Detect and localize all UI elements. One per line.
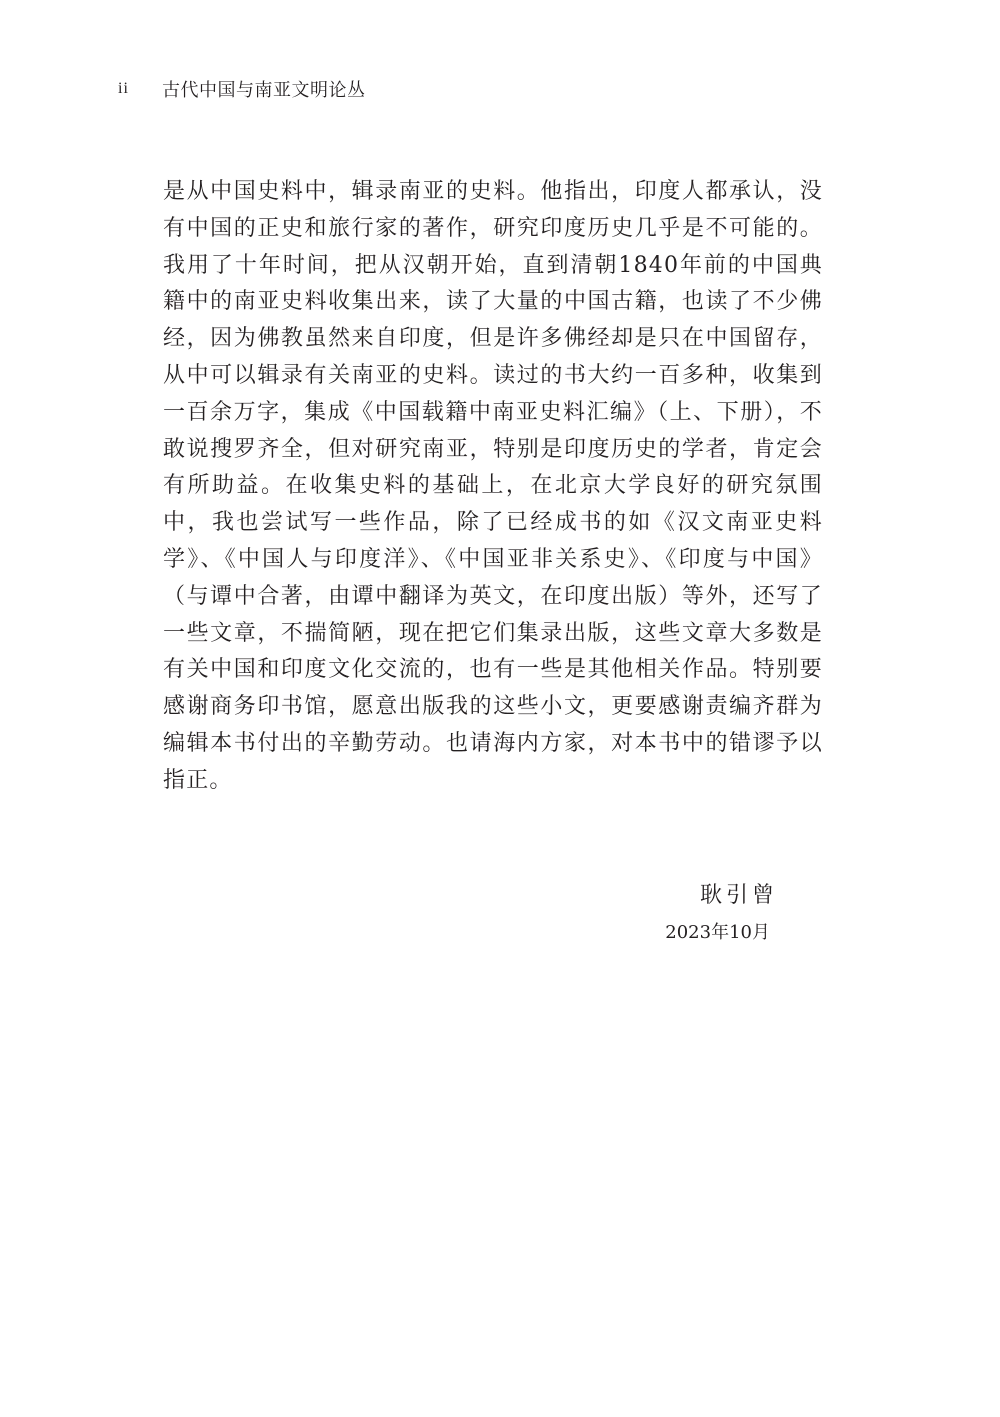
author-signature: 耿引曾 bbox=[699, 883, 778, 908]
running-header bbox=[118, 76, 366, 102]
book-title: 古代中国与南亚文明论丛 bbox=[162, 80, 366, 101]
body-paragraph: 是从中国史料中，辑录南亚的史料。他指出，印度人都承认，没有中国的正史和旅行家的著作，研究印度历史几乎是不可能的。我用了十年时间，把从汉朝开始，直到清朝1840年前的中国典籍中的南亚史料收集出来，读了大量的中国古籍，也读了不少佛经，因为佛教虽然来自印度，但是许多佛经却是只在中国留存，从中可以辑录有关南亚的史料。读过的书大约一百多种，收集到一百余万字，集成《中国载籍中南亚史料汇编》（上、下册），不敢说搜罗齐全，但对研究南亚，特别是印度历史的学者，肯定会有所助益。在收集史料的基础上，在北京大学良好的研究氛围中，我也尝试写一些作品，除了已经成书的如《汉文南亚史料学》、《中国人与印度洋》、《中国亚非关系史》、《印度与中国》（与谭中合著，由谭中翻译为英文，在印度出版）等外，还写了一些文章，不揣简陋，现在把它们集录出版，这些文章大多数是有关中国和印度文化交流的，也有一些是其他相关作品。特别要感谢商务印书馆，愿意出版我的这些小文，更要感谢责编齐群为编辑本书付出的辛勤劳动。也请海内方家，对本书中的错谬予以指正。 bbox=[163, 179, 823, 793]
page-number: ii bbox=[118, 80, 129, 97]
signature-date: 2023年10月 bbox=[665, 922, 770, 943]
